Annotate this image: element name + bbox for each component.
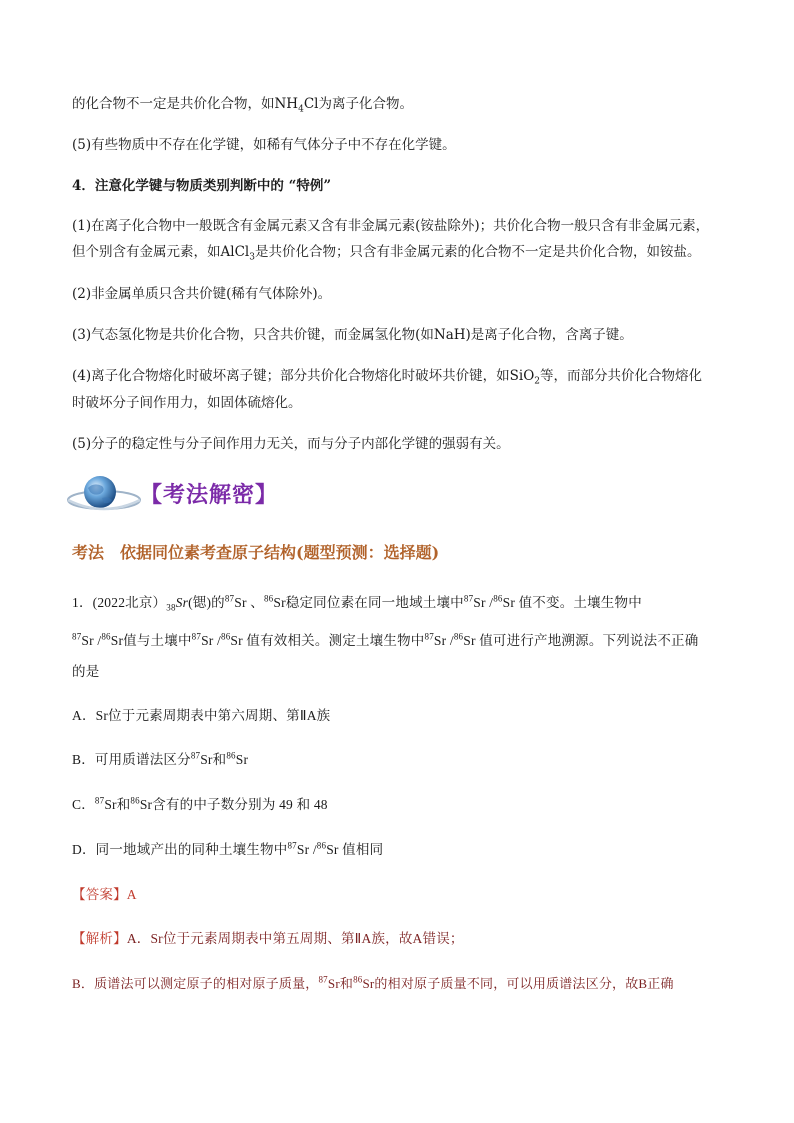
- section-banner: [66, 470, 366, 518]
- superscript: 87: [463, 593, 474, 604]
- analysis-label: 【解析】: [72, 931, 127, 946]
- text: Sr和: [104, 797, 131, 812]
- text: Cl为离子化合物。: [303, 96, 413, 112]
- text: Sr: [235, 752, 249, 767]
- superscript: 87: [424, 631, 434, 642]
- superscript: 87: [72, 631, 82, 642]
- section-title: 依据同位素考查原子结构(题型预测：选择题): [120, 543, 440, 562]
- superscript: 86: [453, 631, 464, 642]
- text: B．质谱法可以测定原子的相对原子质量，: [72, 976, 319, 991]
- text: 等，而部分共价化合物熔化: [540, 368, 702, 384]
- text: Sr和: [327, 976, 354, 991]
- superscript: 86: [221, 631, 231, 642]
- analysis-line-1: [72, 929, 732, 949]
- element-symbol: Sr: [175, 595, 189, 610]
- superscript: 86: [493, 593, 503, 604]
- text: Sr /: [296, 842, 317, 857]
- text: 但个别含有金属元素，如AlCl: [72, 244, 250, 260]
- question-line-3: 的是: [72, 664, 100, 679]
- text: Sr 值可进行产地溯源。下列说法不正确: [463, 633, 699, 648]
- question-line-1: [72, 593, 732, 613]
- superscript: 87: [224, 593, 235, 604]
- option-b: [72, 750, 732, 770]
- subscript: 4: [298, 104, 304, 115]
- superscript: 86: [316, 840, 327, 851]
- para-3: (3)气态氢化物是共价化合物，只含共价键，而金属氢化物(如NaH)是离子化合物，含离子键。: [72, 327, 633, 343]
- text: Sr 值相同: [326, 842, 384, 857]
- superscript: 86: [130, 795, 140, 806]
- superscript: 87: [318, 974, 328, 985]
- text-line-1: [72, 94, 732, 114]
- text: C．: [72, 797, 95, 812]
- superscript: 87: [191, 631, 202, 642]
- superscript: 86: [101, 631, 111, 642]
- text: 是共价化合物；只含有非金属元素的化合物不一定是共价化合物，如铵盐。: [254, 244, 701, 260]
- text: Sr /: [433, 633, 454, 648]
- text: 1．(2022北京）: [72, 595, 167, 610]
- text: Sr的相对原子质量不同，可以用质谱法区分，故B正确: [362, 976, 674, 991]
- text: (4)离子化合物熔化时破坏离子键；部分共价化合物熔化时破坏共价键，如SiO: [72, 368, 535, 384]
- para-4-line-2: 时破坏分子间作用力，如固体硫熔化。: [72, 395, 302, 411]
- text: Sr /: [201, 633, 221, 648]
- superscript: 86: [226, 750, 236, 761]
- para-1-line-2: [72, 242, 732, 262]
- text: Sr 、: [234, 595, 264, 610]
- option-d: [72, 840, 732, 860]
- subscript: 3: [249, 252, 255, 263]
- superscript: 87: [190, 750, 201, 761]
- text: B．可用质谱法区分: [72, 752, 191, 767]
- superscript: 87: [94, 795, 105, 806]
- text-line-2: (5)有些物质中不存在化学键，如稀有气体分子中不存在化学键。: [72, 137, 456, 153]
- text: Sr /: [81, 633, 102, 648]
- para-4-line-1: [72, 366, 732, 386]
- text: Sr 值不变。土壤生物中: [502, 595, 642, 610]
- option-c: [72, 795, 732, 815]
- analysis-text: A．Sr位于元素周期表中第五周期、第ⅡA族，故A错误；: [126, 931, 464, 946]
- analysis-line-2: [72, 974, 736, 994]
- text: Sr和: [200, 752, 227, 767]
- banner-title: 【考法解密】: [140, 483, 279, 508]
- section-label: 考法: [72, 543, 105, 562]
- text: Sr含有的中子数分别为 49 和 48: [139, 797, 328, 812]
- text: D．同一地域产出的同种土壤生物中: [72, 842, 288, 857]
- text: Sr 值有效相关。测定土壤生物中: [230, 633, 425, 648]
- para-2: (2)非金属单质只含共价键(稀有气体除外)。: [72, 286, 332, 302]
- para-1-line-1: (1)在离子化合物中一般既含有金属元素又含有非金属元素(铵盐除外)；共价化合物一般只含有非金属元素，: [72, 218, 710, 234]
- superscript: 87: [287, 840, 297, 851]
- question-line-2: [72, 631, 732, 651]
- text: 的化合物不一定是共价化合物，如NH: [72, 96, 299, 112]
- superscript: 86: [353, 974, 363, 985]
- superscript: 86: [263, 593, 274, 604]
- text: (锶)的: [188, 595, 225, 610]
- answer-line: 【答案】A: [72, 887, 137, 902]
- subscript: 2: [534, 376, 540, 387]
- subscript: 38: [166, 602, 176, 613]
- text: Sr稳定同位素在同一地域土壤中: [273, 595, 464, 610]
- option-a: A．Sr位于元素周期表中第六周期、第ⅡA族: [72, 708, 331, 723]
- heading-4: 4．注意化学键与物质类别判断中的 “特例”: [72, 178, 332, 194]
- para-5: (5)分子的稳定性与分子间作用力无关，而与分子内部化学键的强弱有关。: [72, 436, 510, 452]
- text: Sr /: [473, 595, 494, 610]
- section-heading: [72, 540, 439, 563]
- globe-icon: [66, 470, 146, 518]
- text: Sr值与土壤中: [110, 633, 192, 648]
